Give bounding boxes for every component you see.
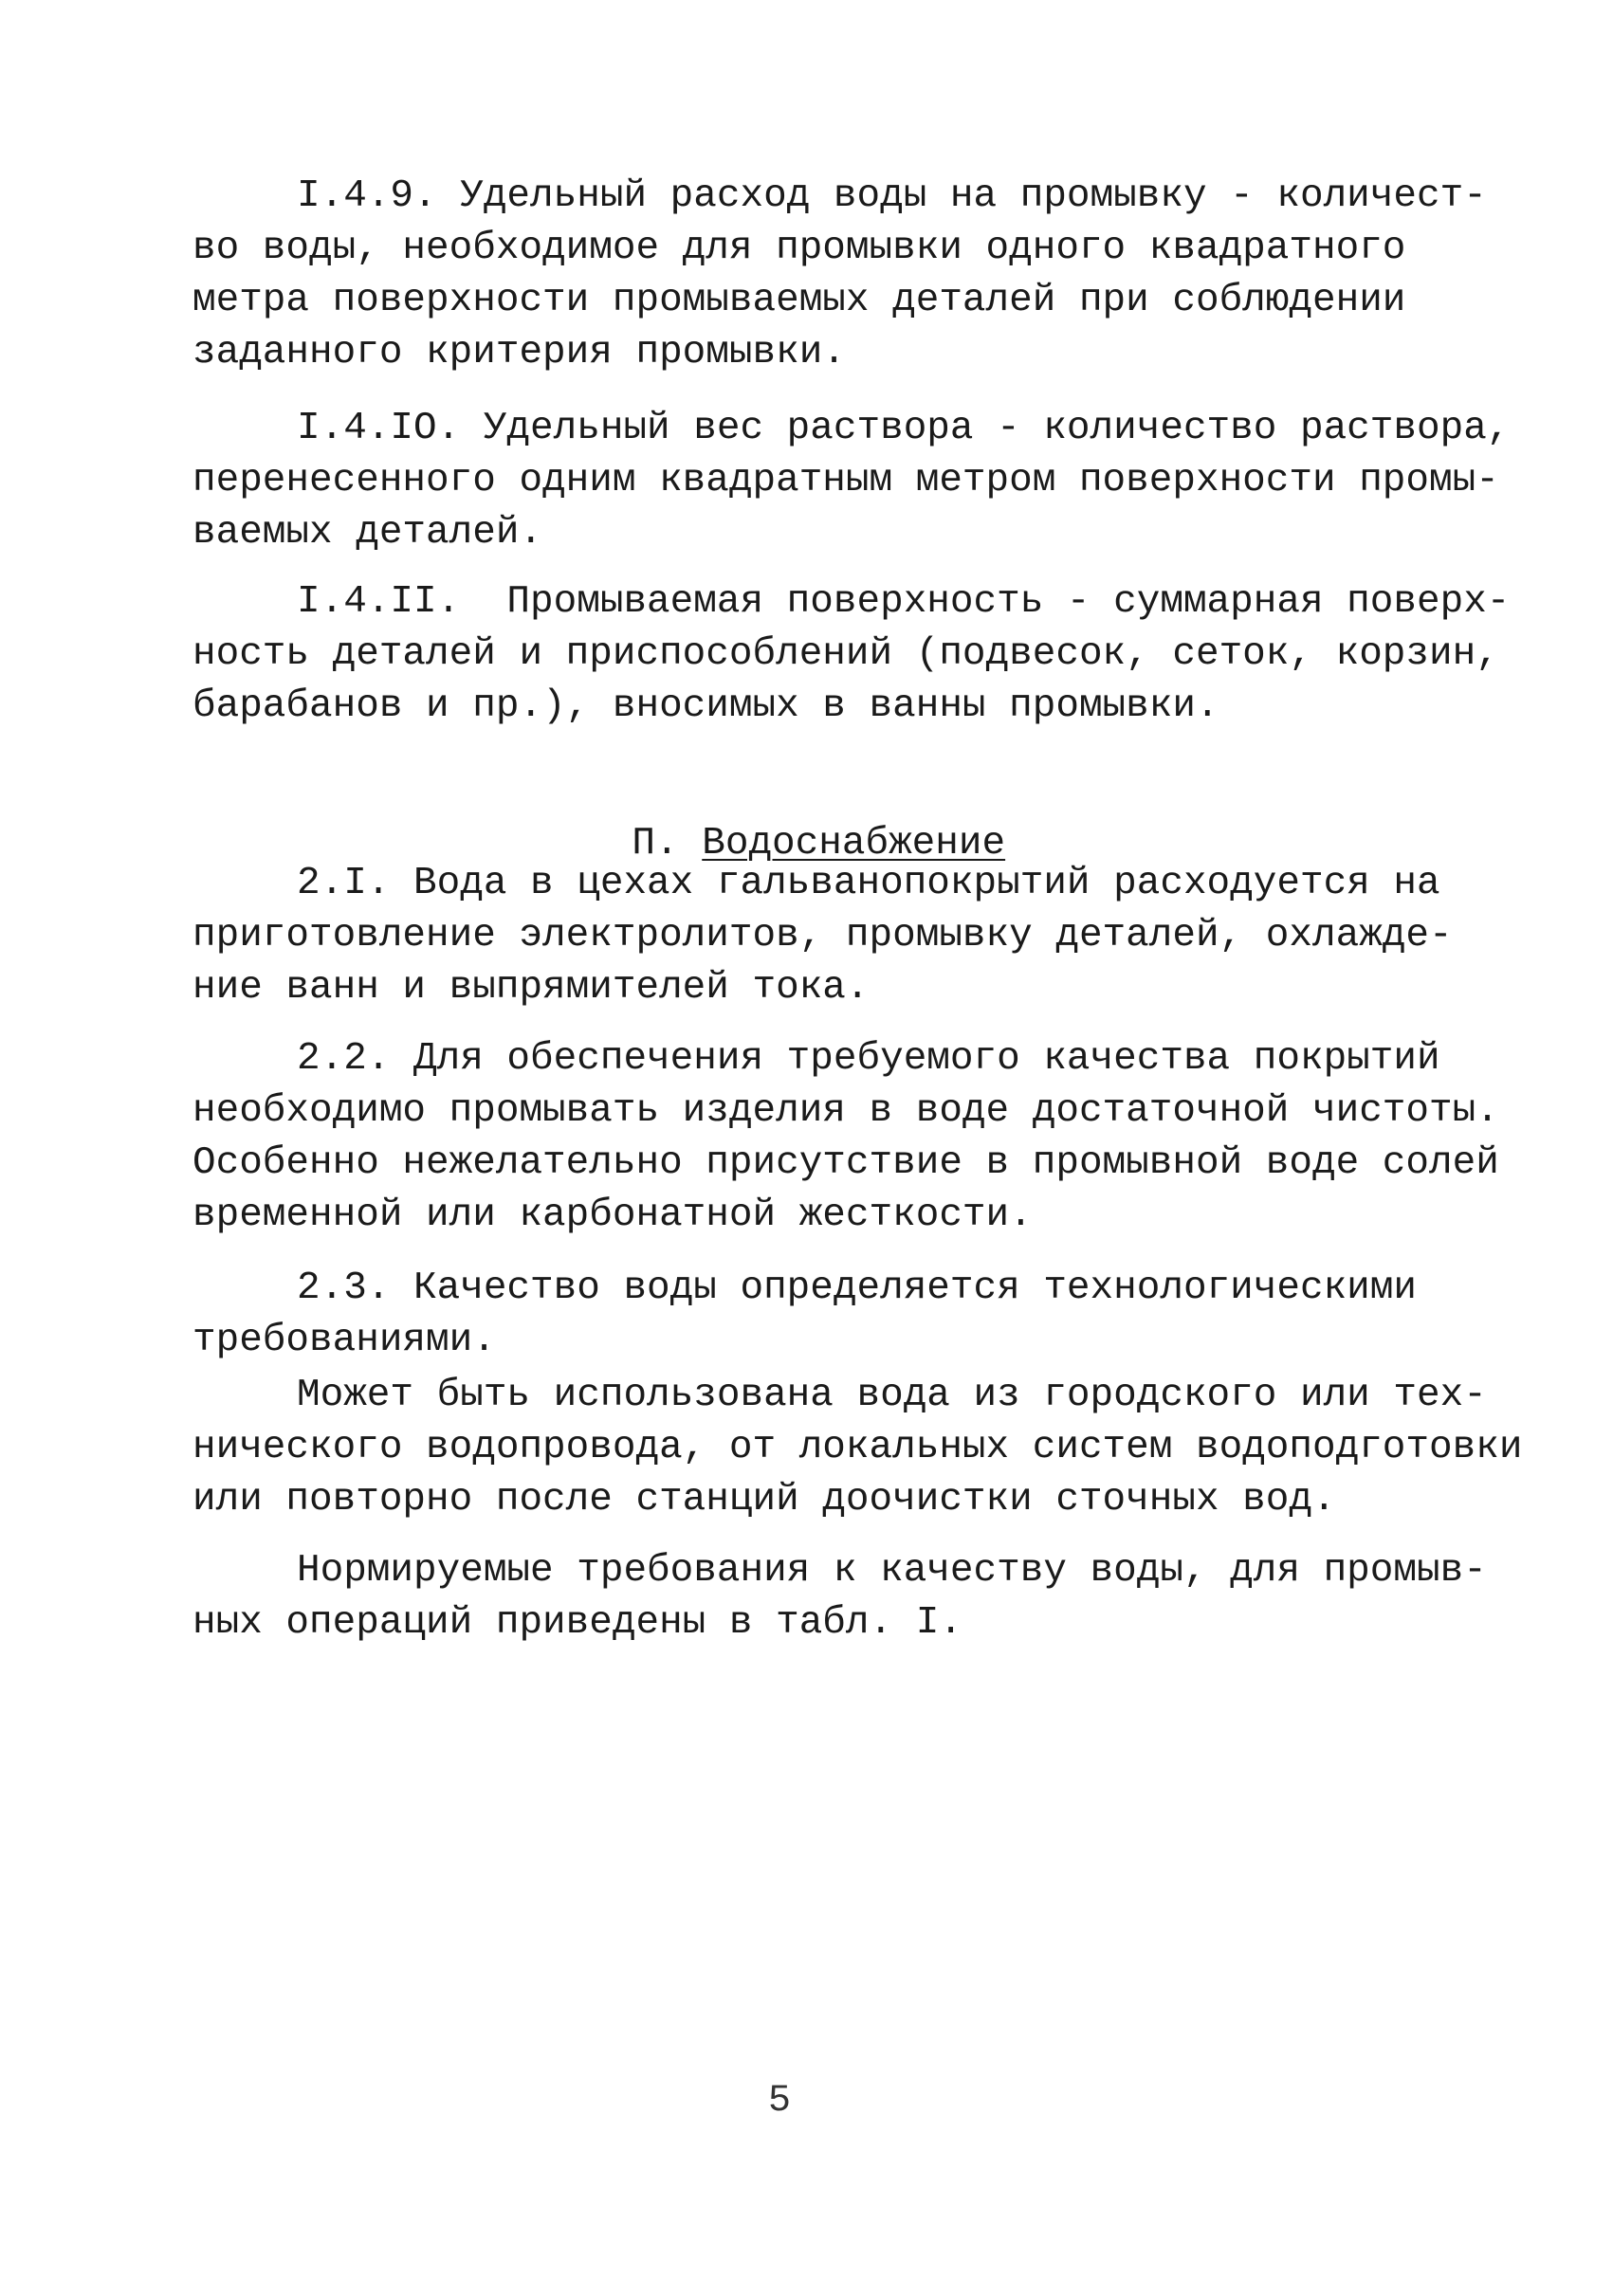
page-number: 5 bbox=[768, 2080, 792, 2123]
paragraph-2-3-water-sources bbox=[192, 1370, 1523, 1526]
text-line: во воды, необходимое для промывки одного квадратного bbox=[192, 227, 1406, 270]
text-line: Нормируемые требования к качеству воды, для промыв- bbox=[297, 1549, 1487, 1593]
text-line: 2.2. Для обеспечения требуемого качества покрытий bbox=[297, 1037, 1440, 1081]
text-line: Может быть использована вода из городского или тех- bbox=[297, 1374, 1487, 1417]
paragraph-1-4-11 bbox=[192, 576, 1511, 733]
section-title: Водоснабжение bbox=[702, 822, 1006, 866]
text-line: I.4.9. Удельный расход воды на промывку - количест- bbox=[297, 174, 1487, 218]
paragraph-2-3 bbox=[192, 1263, 1425, 1367]
paragraph-2-2 bbox=[192, 1033, 1499, 1242]
text-line: 2.3. Качество воды определяется технологическими bbox=[297, 1266, 1417, 1310]
text-line: барабанов и пр.), вносимых в ванны промывки. bbox=[192, 684, 1219, 728]
section-number: П. bbox=[632, 822, 679, 866]
text-line: заданного критерия промывки. bbox=[192, 331, 846, 374]
paragraph-2-1 bbox=[192, 858, 1453, 1014]
text-line: ние ванн и выпрямителей тока. bbox=[192, 966, 870, 1010]
text-line: или повторно после станций доочистки сточных вод. bbox=[192, 1478, 1336, 1522]
text-line: 2.I. Вода в цехах гальванопокрытий расходуется на bbox=[297, 862, 1440, 905]
text-line: временной или карбонатной жесткости. bbox=[192, 1194, 1033, 1237]
text-line: необходимо промывать изделия в воде достаточной чистоты. bbox=[192, 1089, 1499, 1133]
paragraph-1-4-10 bbox=[192, 403, 1511, 559]
text-line: ность деталей и приспособлений (подвесок, сеток, корзин, bbox=[192, 632, 1499, 676]
text-line: перенесенного одним квадратным метром поверхности промы- bbox=[192, 459, 1499, 502]
paragraph-2-3-requirements bbox=[192, 1545, 1487, 1649]
text-line: нического водопровода, от локальных систем водоподготовки bbox=[192, 1426, 1523, 1469]
text-line: метра поверхности промываемых деталей при соблюдении bbox=[192, 279, 1406, 322]
text-line: ваемых деталей. bbox=[192, 511, 543, 555]
text-line: I.4.IO. Удельный вес раствора - количество раствора, bbox=[297, 407, 1511, 450]
paragraph-1-4-9 bbox=[192, 171, 1487, 379]
text-line: ных операций приведены в табл. I. bbox=[192, 1601, 962, 1645]
text-line: Особенно нежелательно присутствие в промывной воде солей bbox=[192, 1141, 1499, 1185]
text-line: приготовление электролитов, промывку деталей, охлажде- bbox=[192, 914, 1453, 957]
text-line: I.4.II. Промываемая поверхность - суммарная поверх- bbox=[297, 580, 1511, 624]
text-line: требованиями. bbox=[192, 1319, 496, 1362]
